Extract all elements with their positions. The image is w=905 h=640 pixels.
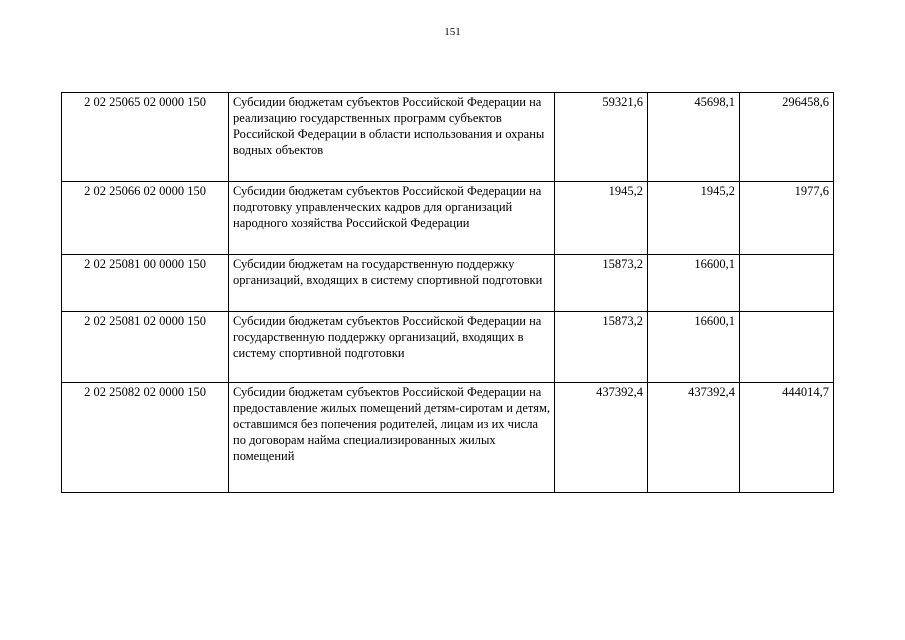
revenue-code-cell: 2 02 25065 02 0000 150 xyxy=(62,93,229,182)
amount-cell-col3 xyxy=(740,312,834,383)
revenue-code-cell: 2 02 25081 02 0000 150 xyxy=(62,312,229,383)
amount-cell-col3: 296458,6 xyxy=(740,93,834,182)
revenue-name-cell: Субсидии бюджетам на государственную поддержку организаций, входящих в систему спортивной подготовки xyxy=(229,255,555,312)
table-row xyxy=(62,312,834,383)
amount-cell-col1: 59321,6 xyxy=(555,93,648,182)
amount-cell-col2: 16600,1 xyxy=(648,312,740,383)
amount-cell-col1: 437392,4 xyxy=(555,383,648,493)
budget-revenue-table xyxy=(61,92,834,493)
table-row xyxy=(62,255,834,312)
amount-cell-col2: 437392,4 xyxy=(648,383,740,493)
amount-cell-col1: 1945,2 xyxy=(555,182,648,255)
revenue-code-cell: 2 02 25081 00 0000 150 xyxy=(62,255,229,312)
amount-cell-col3 xyxy=(740,255,834,312)
table-row xyxy=(62,93,834,182)
amount-cell-col2: 1945,2 xyxy=(648,182,740,255)
amount-cell-col1: 15873,2 xyxy=(555,312,648,383)
revenue-name-cell: Субсидии бюджетам субъектов Российской Федерации на реализацию государственных программ субъектов Российской Федерации в области использования и охраны водных объектов xyxy=(229,93,555,182)
amount-cell-col3: 1977,6 xyxy=(740,182,834,255)
amount-cell-col3: 444014,7 xyxy=(740,383,834,493)
amount-cell-col2: 45698,1 xyxy=(648,93,740,182)
revenue-name-cell: Субсидии бюджетам субъектов Российской Федерации на предоставление жилых помещений детям-сиротам и детям, оставшимся без попечения родителей, лицам из их числа по договорам найма специализированных жилых помещений xyxy=(229,383,555,493)
revenue-code-cell: 2 02 25066 02 0000 150 xyxy=(62,182,229,255)
revenue-code-cell: 2 02 25082 02 0000 150 xyxy=(62,383,229,493)
table-row xyxy=(62,182,834,255)
table-row xyxy=(62,383,834,493)
amount-cell-col1: 15873,2 xyxy=(555,255,648,312)
revenue-name-cell: Субсидии бюджетам субъектов Российской Федерации на государственную поддержку организаций, входящих в систему спортивной подготовки xyxy=(229,312,555,383)
revenue-name-cell: Субсидии бюджетам субъектов Российской Федерации на подготовку управленческих кадров для организаций народного хозяйства Российской Федерации xyxy=(229,182,555,255)
amount-cell-col2: 16600,1 xyxy=(648,255,740,312)
page-number: 151 xyxy=(444,26,461,38)
